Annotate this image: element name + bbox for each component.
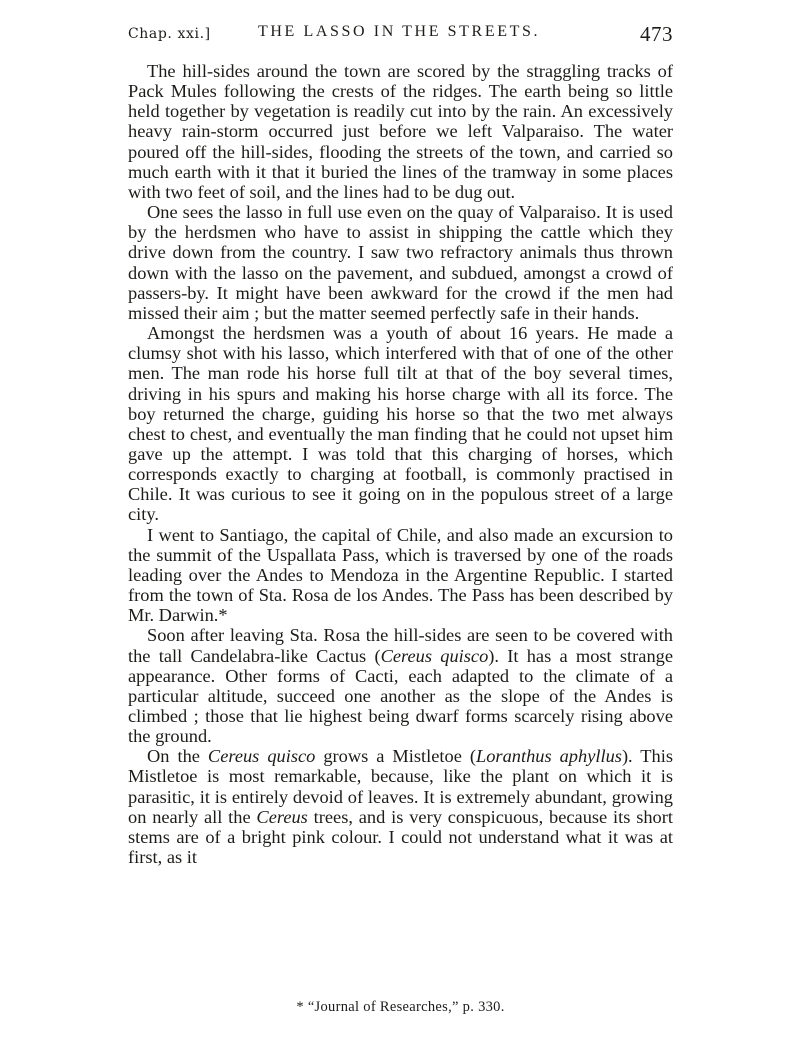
species-name: Cereus quisco (207, 746, 316, 767)
page-number: 473 (640, 22, 673, 46)
paragraph-text: ). It has a most strange appearance. Other forms of Cacti, each adapted to the climate of a particular altitude, succeed one another as the slope of the Andes is climbed ; those that lie highest being dwarf forms scarcely rising above the ground. (128, 645, 674, 747)
paragraph (128, 625, 673, 746)
paragraph-text: On the (147, 746, 208, 767)
body-text (128, 61, 673, 867)
paragraph (128, 61, 673, 202)
paragraph-text: One sees the lasso in full use even on the quay of Valparaiso. It is used by the herdsmen who have to assist in shipping the cattle which they drive down from the country. I saw two refractory animals thus thrown down with the lasso on the pavement, and subdued, amongst a crowd of passers-by. It might have been awkward for the crowd if the men had missed their aim ; but the matter seemed perfectly safe in their hands. (128, 202, 673, 323)
paragraph (128, 525, 673, 626)
footnote: * “Journal of Researches,” p. 330. (296, 999, 505, 1015)
paragraph-text: trees, and is very conspicuous, because its short stems are of a bright pink colour. I could not understand what it was at first, as it (128, 806, 673, 868)
paragraph (128, 323, 673, 525)
paragraph-text: Amongst the herdsmen was a youth of about 16 years. He made a clumsy shot with his lasso, which interfered with that of one of the other men. The man rode his horse full tilt at that of the boy several times, driving in his spurs and making his horse charge with all its force. The boy returned the charge, guiding his horse so that the two met always chest to chest, and eventually the man finding that he could not upset him gave up the attempt. I was told that this charging of horses, which corresponds exactly to charging at football, is commonly practised in Chile. It was curious to see it going on in the populous street of a large city. (128, 323, 673, 525)
species-name: Cereus (256, 806, 308, 827)
paragraph (128, 202, 673, 323)
paragraph-text: I went to Santiago, the capital of Chile, and also made an excursion to the summit of the Uspallata Pass, which is traversed by one of the roads leading over the Andes to Mendoza in the Argentine Republic. I started from the town of Sta. Rosa de los Andes. The Pass has been described by Mr. Darwin.* (128, 524, 673, 626)
paragraph-text: grows a Mistletoe ( (315, 746, 476, 767)
paragraph-text: ). This Mistletoe is most remarkable, because, like the plant on which it is parasitic, it is entirely devoid of leaves. It is extremely abundant, growing on nearly all the (128, 746, 674, 827)
running-title: THE LASSO IN THE STREETS. (258, 23, 541, 40)
paragraph-text: Soon after leaving Sta. Rosa the hill-sides are seen to be covered with the tall Candelabra-like Cactus ( (128, 625, 673, 666)
species-name: Cereus quisco (380, 645, 489, 666)
paragraph-text: The hill-sides around the town are scored by the straggling tracks of Pack Mules following the crests of the ridges. The earth being so little held together by vegetation is readily cut into by the rain. An excessively heavy rain-storm occurred just before we left Valparaiso. The water poured off the hill-sides, flooding the streets of the town, and carried so much earth with it that it buried the lines of the tramway in some places with two feet of soil, and the lines had to be dug out. (128, 61, 673, 202)
paragraph (128, 746, 673, 867)
species-name: Loranthus aphyllus (476, 746, 622, 767)
running-head (128, 22, 673, 52)
chapter-label: Chap. xxi.] (128, 26, 211, 42)
